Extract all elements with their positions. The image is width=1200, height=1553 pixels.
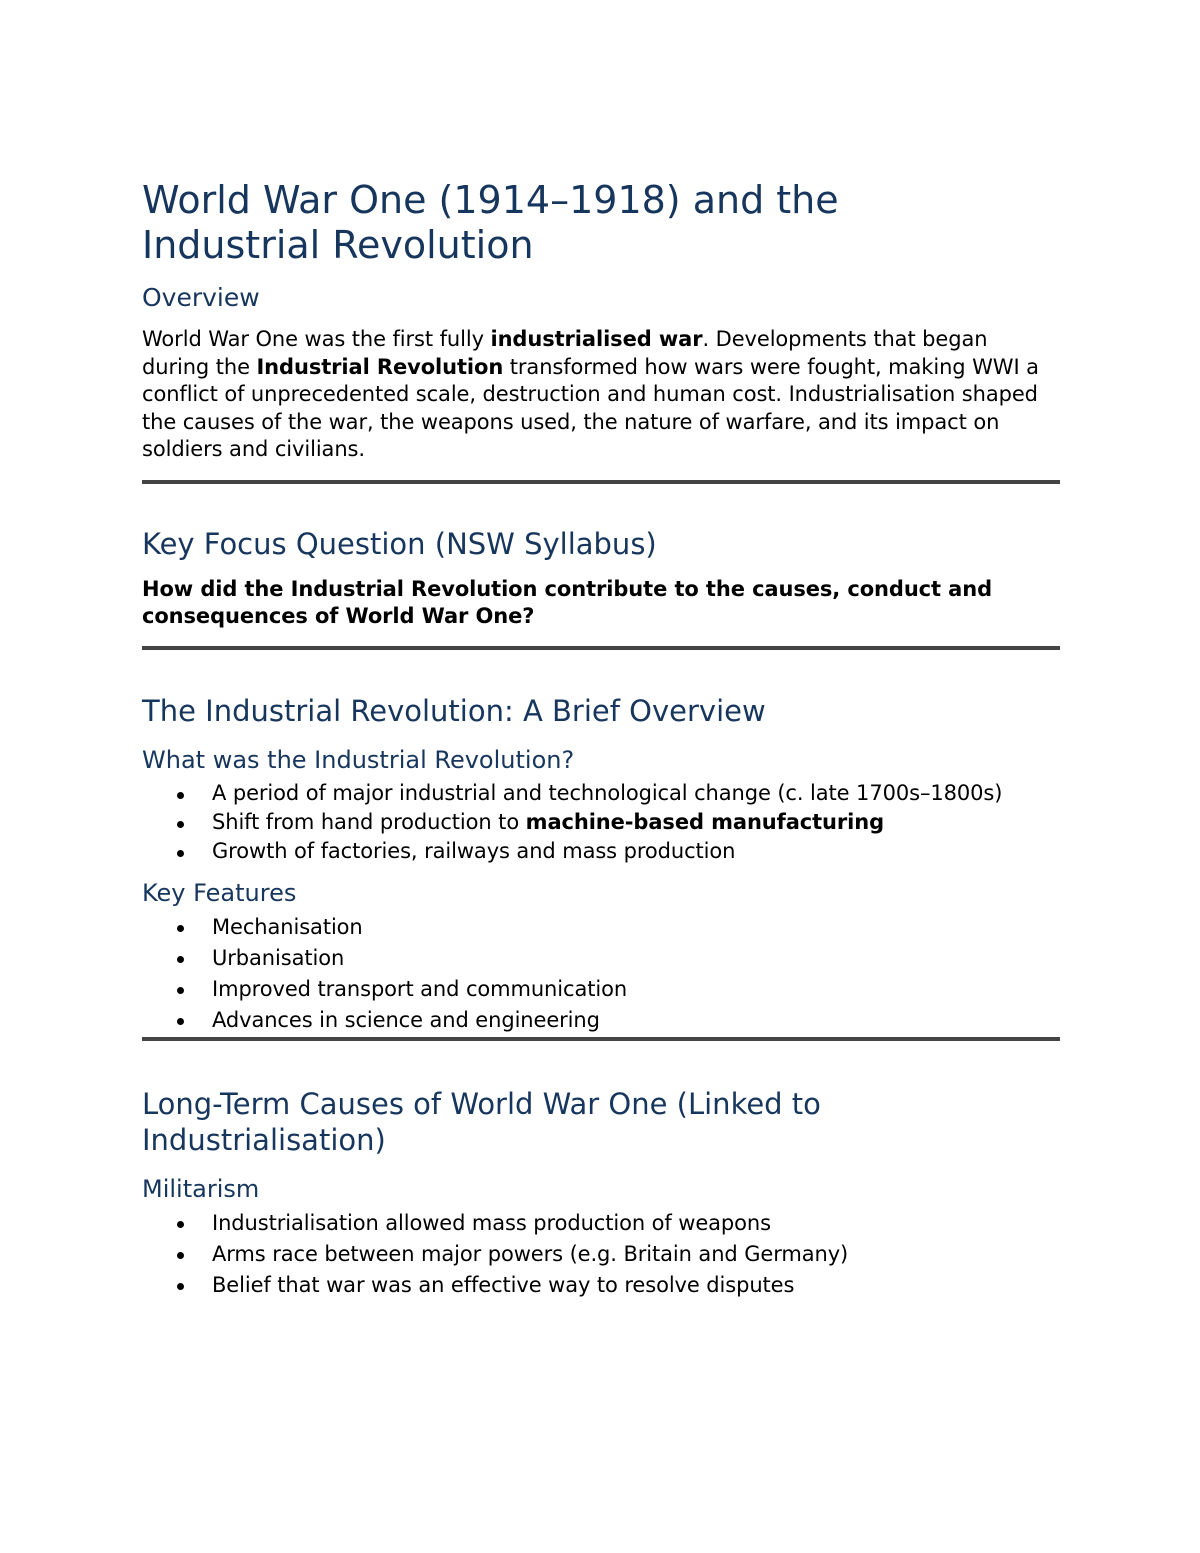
overview-paragraph: World War One was the first fully industrialised war. Developments that began during the Industrial Revolution transformed how wars were fought, making WWI a conflict of unprecedented scale, destruction and human cost. Industrialisation shaped the causes of the war, the weapons used, the nature of warfare, and its impact on soldiers and civilians. xyxy=(142,327,1039,461)
list-item: Belief that war was an effective way to resolve disputes xyxy=(142,1271,1060,1300)
list-item: Arms race between major powers (e.g. Britain and Germany) xyxy=(142,1240,1060,1269)
focus-question: How did the Industrial Revolution contribute to the causes, conduct and consequences of World War One? xyxy=(142,576,993,628)
list-item: Urbanisation xyxy=(142,944,1060,973)
list-item: Improved transport and communication xyxy=(142,975,1060,1004)
features-list xyxy=(142,913,1060,1035)
list-item: Advances in science and engineering xyxy=(142,1006,1060,1035)
overview-heading: Overview xyxy=(142,283,260,312)
militarism-list xyxy=(142,1209,1060,1300)
list-item: Mechanisation xyxy=(142,913,1060,942)
causes-heading: Long-Term Causes of World War One (Linked to Industrialisation) xyxy=(142,1086,821,1157)
section-divider xyxy=(142,646,1060,650)
focus-heading: Key Focus Question (NSW Syllabus) xyxy=(142,526,657,561)
list-item: Industrialisation allowed mass production of weapons xyxy=(142,1209,1060,1238)
features-heading: Key Features xyxy=(142,878,297,907)
what-heading: What was the Industrial Revolution? xyxy=(142,745,575,774)
list-item: Shift from hand production to machine-based manufacturing xyxy=(142,809,1042,836)
section-divider xyxy=(142,480,1060,484)
militarism-heading: Militarism xyxy=(142,1174,260,1203)
section-divider xyxy=(142,1037,1060,1041)
list-item: A period of major industrial and technological change (c. late 1700s–1800s) xyxy=(142,780,1042,807)
what-list xyxy=(142,780,1042,865)
list-item: Growth of factories, railways and mass production xyxy=(142,838,1042,865)
industrial-heading: The Industrial Revolution: A Brief Overview xyxy=(142,693,766,728)
document-title: World War One (1914–1918) and the Industrial Revolution xyxy=(142,178,839,267)
